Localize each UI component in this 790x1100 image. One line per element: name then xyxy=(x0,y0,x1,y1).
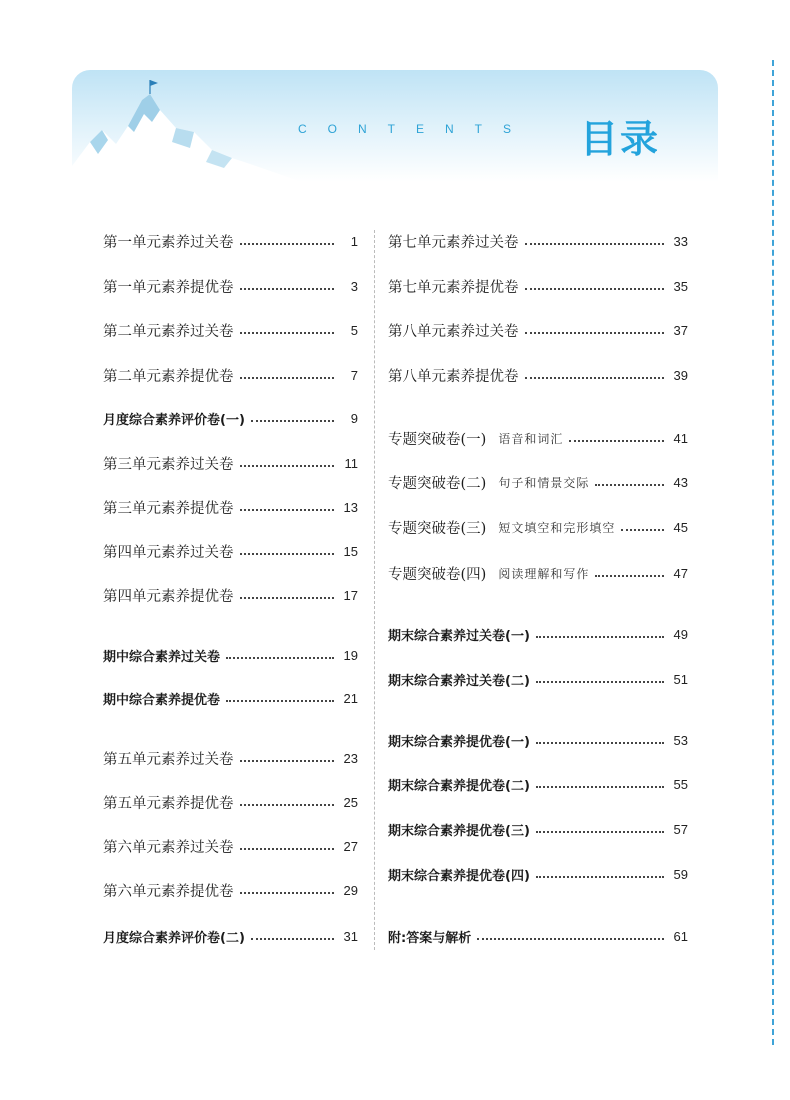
toc-entry-subtitle: 语音和词汇 xyxy=(498,431,564,446)
dot-leader xyxy=(240,376,335,379)
toc-entry[interactable] xyxy=(388,230,688,252)
toc-entry-subtitle: 短文填空和完形填空 xyxy=(498,520,616,535)
toc-entry-page-number: 27 xyxy=(343,838,358,854)
toc-entry-page-number: 31 xyxy=(343,928,358,944)
toc-entry-page-number: 25 xyxy=(343,794,358,810)
toc-entry-page-number: 1 xyxy=(350,233,358,249)
toc-entry-page-number: 37 xyxy=(673,322,688,338)
toc-entry-title: 第二单元素养提优卷 xyxy=(103,368,234,385)
toc-entry[interactable] xyxy=(103,747,358,769)
toc-entry-title: 期中综合素养提优卷 xyxy=(103,692,221,708)
toc-entry-page-number: 29 xyxy=(343,882,358,898)
toc-entry-page-number: 45 xyxy=(673,519,688,535)
dot-leader xyxy=(477,937,664,940)
dot-leader xyxy=(525,331,665,334)
toc-entry-title: 第一单元素养提优卷 xyxy=(103,279,234,296)
dot-leader xyxy=(240,464,335,467)
toc-entry[interactable] xyxy=(388,925,688,947)
toc-entry[interactable] xyxy=(103,230,358,252)
dot-leader xyxy=(536,830,664,833)
toc-entry[interactable] xyxy=(103,275,358,297)
dot-leader xyxy=(595,574,664,577)
toc-entry-title: 第四单元素养过关卷 xyxy=(103,544,234,561)
toc-entry[interactable] xyxy=(103,496,358,518)
toc-entry-subtitle: 阅读理解和写作 xyxy=(498,566,590,581)
toc-entry-title: 月度综合素养评价卷(二) xyxy=(103,930,245,946)
toc-entry-title: 附:答案与解析 xyxy=(388,930,472,946)
toc-entry-title: 期中综合素养过关卷 xyxy=(103,649,221,665)
dot-leader xyxy=(525,242,665,245)
toc-entry[interactable] xyxy=(388,364,688,386)
dot-leader xyxy=(240,331,335,334)
toc-entry[interactable] xyxy=(103,644,358,666)
page-title: 目录 xyxy=(580,117,661,161)
toc-entry-page-number: 5 xyxy=(350,322,358,338)
dot-leader xyxy=(226,656,334,659)
page-edge-dashed-line xyxy=(772,60,774,1045)
column-divider xyxy=(374,230,375,950)
toc-entry[interactable] xyxy=(388,729,688,751)
toc-entry-page-number: 33 xyxy=(673,233,688,249)
mountain-icon xyxy=(72,70,302,182)
toc-entry-title: 期末综合素养提优卷(三) xyxy=(388,823,530,839)
toc-entry-title: 期末综合素养提优卷(一) xyxy=(388,734,530,750)
toc-entry-page-number: 61 xyxy=(673,928,688,944)
toc-entry-page-number: 9 xyxy=(350,410,358,426)
toc-entry-title: 第四单元素养提优卷 xyxy=(103,588,234,605)
toc-entry[interactable] xyxy=(103,687,358,709)
toc-entry-page-number: 47 xyxy=(673,565,688,581)
dot-leader xyxy=(536,785,664,788)
dot-leader xyxy=(240,803,335,806)
dot-leader xyxy=(251,937,334,940)
toc-entry[interactable] xyxy=(388,562,688,584)
dot-leader xyxy=(595,483,664,486)
toc-entry-title: 第五单元素养提优卷 xyxy=(103,795,234,812)
toc-entry[interactable] xyxy=(388,668,688,690)
dot-leader xyxy=(240,552,335,555)
toc-entry-page-number: 35 xyxy=(673,278,688,294)
toc-entry-page-number: 43 xyxy=(673,474,688,490)
toc-entry-page-number: 59 xyxy=(673,866,688,882)
toc-entry-page-number: 51 xyxy=(673,671,688,687)
toc-entry[interactable] xyxy=(103,364,358,386)
toc-entry[interactable] xyxy=(103,879,358,901)
dot-leader xyxy=(525,376,665,379)
toc-entry-page-number: 11 xyxy=(344,455,358,471)
toc-entry[interactable] xyxy=(103,319,358,341)
toc-entry-title: 期末综合素养提优卷(二) xyxy=(388,778,530,794)
toc-entry-title: 专题突破卷(四) xyxy=(388,566,487,583)
toc-entry-page-number: 23 xyxy=(343,750,358,766)
dot-leader xyxy=(525,287,665,290)
toc-entry-page-number: 55 xyxy=(673,776,688,792)
toc-entry-title: 第七单元素养过关卷 xyxy=(388,234,519,251)
toc-entry[interactable] xyxy=(388,863,688,885)
dot-leader xyxy=(240,242,335,245)
toc-entry[interactable] xyxy=(388,427,688,449)
dot-leader xyxy=(240,596,335,599)
toc-entry-subtitle: 句子和情景交际 xyxy=(498,475,590,490)
toc-entry[interactable] xyxy=(103,835,358,857)
toc-entry-page-number: 53 xyxy=(673,732,688,748)
header-banner xyxy=(72,70,718,182)
toc-entry[interactable] xyxy=(103,407,358,429)
toc-entry-title: 第六单元素养过关卷 xyxy=(103,839,234,856)
toc-entry-title: 期末综合素养过关卷(二) xyxy=(388,673,530,689)
toc-entry-title: 第二单元素养过关卷 xyxy=(103,323,234,340)
dot-leader xyxy=(536,875,664,878)
contents-label: CONTENTS xyxy=(298,122,532,136)
dot-leader xyxy=(621,528,664,531)
toc-entry-page-number: 49 xyxy=(673,626,688,642)
dot-leader xyxy=(569,439,664,442)
toc-entry-title: 期末综合素养过关卷(一) xyxy=(388,628,530,644)
toc-entry-page-number: 17 xyxy=(343,587,358,603)
toc-entry[interactable] xyxy=(103,791,358,813)
toc-entry[interactable] xyxy=(388,773,688,795)
toc-entry-title: 第八单元素养提优卷 xyxy=(388,368,519,385)
toc-entry[interactable] xyxy=(103,452,358,474)
toc-entry-page-number: 21 xyxy=(343,690,358,706)
toc-entry-title: 专题突破卷(三) xyxy=(388,520,487,537)
toc-entry[interactable] xyxy=(388,516,688,538)
toc-entry-page-number: 41 xyxy=(673,430,688,446)
dot-leader xyxy=(251,419,334,422)
dot-leader xyxy=(226,699,334,702)
toc-entry-page-number: 3 xyxy=(350,278,358,294)
toc-entry[interactable] xyxy=(388,319,688,341)
dot-leader xyxy=(240,847,335,850)
dot-leader xyxy=(240,508,335,511)
toc-entry[interactable] xyxy=(103,925,358,947)
toc-entry[interactable] xyxy=(388,818,688,840)
toc-entry-title: 专题突破卷(一) xyxy=(388,431,487,448)
dot-leader xyxy=(240,891,335,894)
toc-entry-title: 第六单元素养提优卷 xyxy=(103,883,234,900)
toc-entry-page-number: 57 xyxy=(673,821,688,837)
toc-entry-title: 第五单元素养过关卷 xyxy=(103,751,234,768)
toc-entry[interactable] xyxy=(103,540,358,562)
toc-entry-page-number: 39 xyxy=(673,367,688,383)
toc-entry[interactable] xyxy=(388,623,688,645)
toc-entry-title: 月度综合素养评价卷(一) xyxy=(103,412,245,428)
toc-entry[interactable] xyxy=(103,584,358,606)
dot-leader xyxy=(536,680,664,683)
toc-entry-title: 专题突破卷(二) xyxy=(388,475,487,492)
dot-leader xyxy=(240,287,335,290)
toc-entry[interactable] xyxy=(388,275,688,297)
toc-entry[interactable] xyxy=(388,471,688,493)
toc-entry-page-number: 15 xyxy=(343,543,358,559)
toc-entry-title: 第七单元素养提优卷 xyxy=(388,279,519,296)
toc-entry-page-number: 7 xyxy=(350,367,358,383)
dot-leader xyxy=(536,741,664,744)
toc-entry-title: 期末综合素养提优卷(四) xyxy=(388,868,530,884)
toc-entry-page-number: 19 xyxy=(343,647,358,663)
toc-entry-page-number: 13 xyxy=(343,499,358,515)
toc-entry-title: 第三单元素养提优卷 xyxy=(103,500,234,517)
toc-entry-title: 第三单元素养过关卷 xyxy=(103,456,234,473)
dot-leader xyxy=(240,759,335,762)
flag-icon xyxy=(150,80,158,86)
dot-leader xyxy=(536,635,664,638)
toc-entry-title: 第一单元素养过关卷 xyxy=(103,234,234,251)
toc-entry-title: 第八单元素养过关卷 xyxy=(388,323,519,340)
